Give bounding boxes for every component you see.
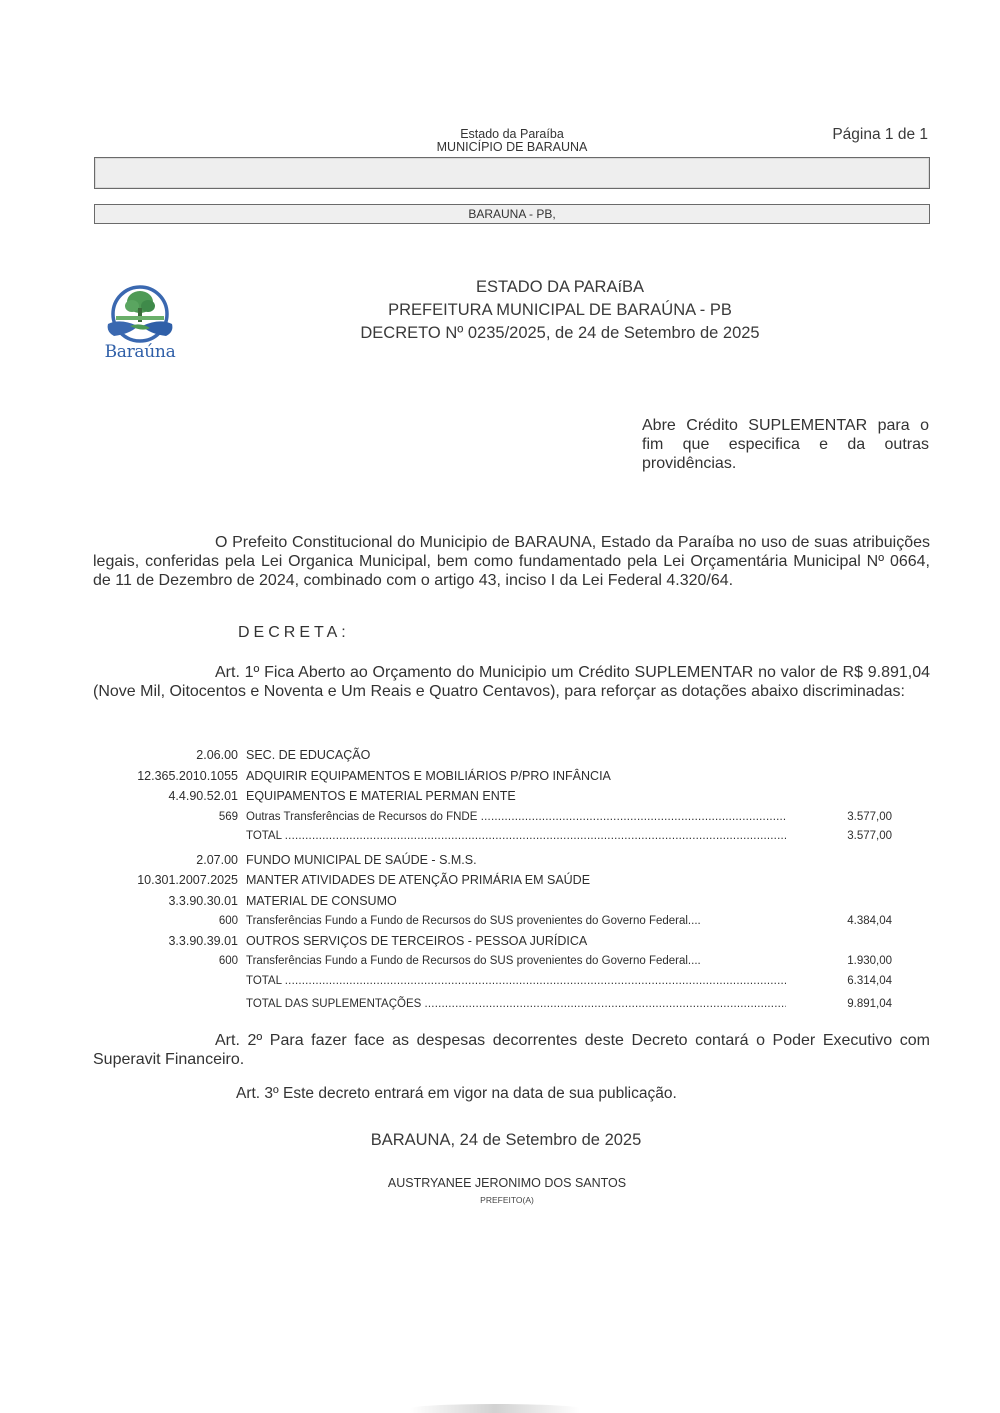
row-description: OUTROS SERVIÇOS DE TERCEIROS - PESSOA JURÍDICA xyxy=(246,933,588,948)
decreta-heading: DECRETA: xyxy=(238,624,350,641)
table-row xyxy=(100,931,900,952)
article-1-text: Art. 1º Fica Aberto ao Orçamento do Municipio um Crédito SUPLEMENTAR no valor de R$ 9.891,04 (Nove Mil, Oitocentos e Noventa e Um Reais e Quatro Centavos), para reforçar as dotações abaixo discriminadas: xyxy=(93,664,930,700)
barauna-logo xyxy=(100,284,180,368)
row-value: 3.577,00 xyxy=(847,830,892,842)
row-description: MANTER ATIVIDADES DE ATENÇÃO PRIMÁRIA EM SAÚDE xyxy=(246,873,591,887)
logo-text: Baraúna xyxy=(104,342,176,362)
decree-title-block xyxy=(300,276,820,345)
row-description: ADQUIRIR EQUIPAMENTOS E MOBILIÁRIOS P/PRO INFÂNCIA xyxy=(246,768,611,783)
scan-artifact xyxy=(410,1404,580,1413)
table-row-total xyxy=(100,971,900,991)
row-code: 569 xyxy=(218,810,238,823)
row-value: 6.314,04 xyxy=(847,974,892,987)
row-description: Transferências Fundo a Fundo de Recursos do SUS provenientes do Governo Federal.... xyxy=(246,915,701,927)
table-row xyxy=(100,850,900,871)
table-row xyxy=(100,766,900,787)
table-row-total xyxy=(100,826,900,846)
place-and-date: BARAUNA, 24 de Setembro de 2025 xyxy=(370,1131,642,1149)
table-row xyxy=(100,786,900,807)
article-3: Art. 3º Este decreto entrará em vigor na data de sua publicação. xyxy=(236,1085,677,1102)
location-bar: BARAUNA - PB, xyxy=(94,204,930,224)
table-row-grand-total xyxy=(100,994,900,1014)
signatory-role: PREFEITO(A) xyxy=(480,1195,534,1205)
row-code: 10.301.2007.2025 xyxy=(137,873,238,887)
article-2 xyxy=(93,1031,930,1069)
row-code: 3.3.90.39.01 xyxy=(168,933,238,948)
signatory-name: AUSTRYANEE JERONIMO DOS SANTOS xyxy=(387,1176,627,1190)
row-code: 600 xyxy=(218,955,238,967)
row-description: TOTAL ..... xyxy=(246,826,786,846)
header-municipality: MUNICÍPIO DE BARAUNA xyxy=(436,140,588,154)
budget-allocation-table xyxy=(100,745,900,1014)
intro-text: O Prefeito Constitucional do Municipio de BARAUNA, Estado da Paraíba no uso de suas atribuições legais, conferidas pela Lei Organica Municipal, bem como fundamentado pela Lei Orçamentária Municipal Nº 0664, de 11 de Dezembro de 2024, combinado com o artigo 43, inciso I da Lei Federal 4.320/64. xyxy=(93,534,930,589)
row-description: TOTAL ..... xyxy=(246,971,786,991)
row-description: Transferências Fundo a Fundo de Recursos do SUS provenientes do Governo Federal.... xyxy=(246,955,701,967)
title-prefecture: PREFEITURA MUNICIPAL DE BARAÚNA - PB xyxy=(388,301,732,319)
row-value: 9.891,04 xyxy=(847,998,892,1010)
intro-paragraph xyxy=(93,533,930,590)
row-code: 2.06.00 xyxy=(196,748,238,762)
row-code: 4.4.90.52.01 xyxy=(168,789,238,803)
decree-summary: Abre Crédito SUPLEMENTAR para o fim que especifica e da outras providências. xyxy=(642,417,929,472)
row-value: 4.384,04 xyxy=(847,915,892,927)
title-decree-number: DECRETO Nº 0235/2025, de 24 de Setembro de 2025 xyxy=(360,324,760,342)
row-description: SEC. DE EDUCAÇÃO xyxy=(246,748,371,762)
header-empty-box xyxy=(94,157,930,189)
page-number: Página 1 de 1 xyxy=(832,126,928,143)
row-code: 600 xyxy=(218,915,238,927)
row-code: 12.365.2010.1055 xyxy=(137,768,238,783)
article-1 xyxy=(93,663,930,701)
barauna-coat-of-arms-icon xyxy=(100,284,180,344)
title-state: ESTADO DA PARAíBA xyxy=(475,278,645,296)
row-value: 3.577,00 xyxy=(847,810,892,823)
row-description: MATERIAL DE CONSUMO xyxy=(246,893,397,908)
header-state: Estado da Paraíba xyxy=(460,127,564,141)
article-2-text: Art. 2º Para fazer face as despesas decorrentes deste Decreto contará o Poder Executivo com Superavit Financeiro. xyxy=(93,1032,930,1068)
row-description: FUNDO MUNICIPAL DE SAÚDE - S.M.S. xyxy=(246,852,477,867)
row-description: Outras Transferências de Recursos do FNDE ..... xyxy=(246,807,786,827)
table-row xyxy=(100,891,900,912)
table-row xyxy=(100,870,900,891)
row-description: TOTAL DAS SUPLEMENTAÇÕES ..... xyxy=(246,994,786,1014)
table-row xyxy=(100,951,900,971)
row-value: 1.930,00 xyxy=(847,955,892,967)
row-code: 3.3.90.30.01 xyxy=(168,893,238,908)
table-row xyxy=(100,807,900,827)
table-row xyxy=(100,745,900,766)
row-code: 2.07.00 xyxy=(196,852,238,867)
table-row xyxy=(100,911,900,931)
row-description: EQUIPAMENTOS E MATERIAL PERMAN ENTE xyxy=(246,789,516,803)
